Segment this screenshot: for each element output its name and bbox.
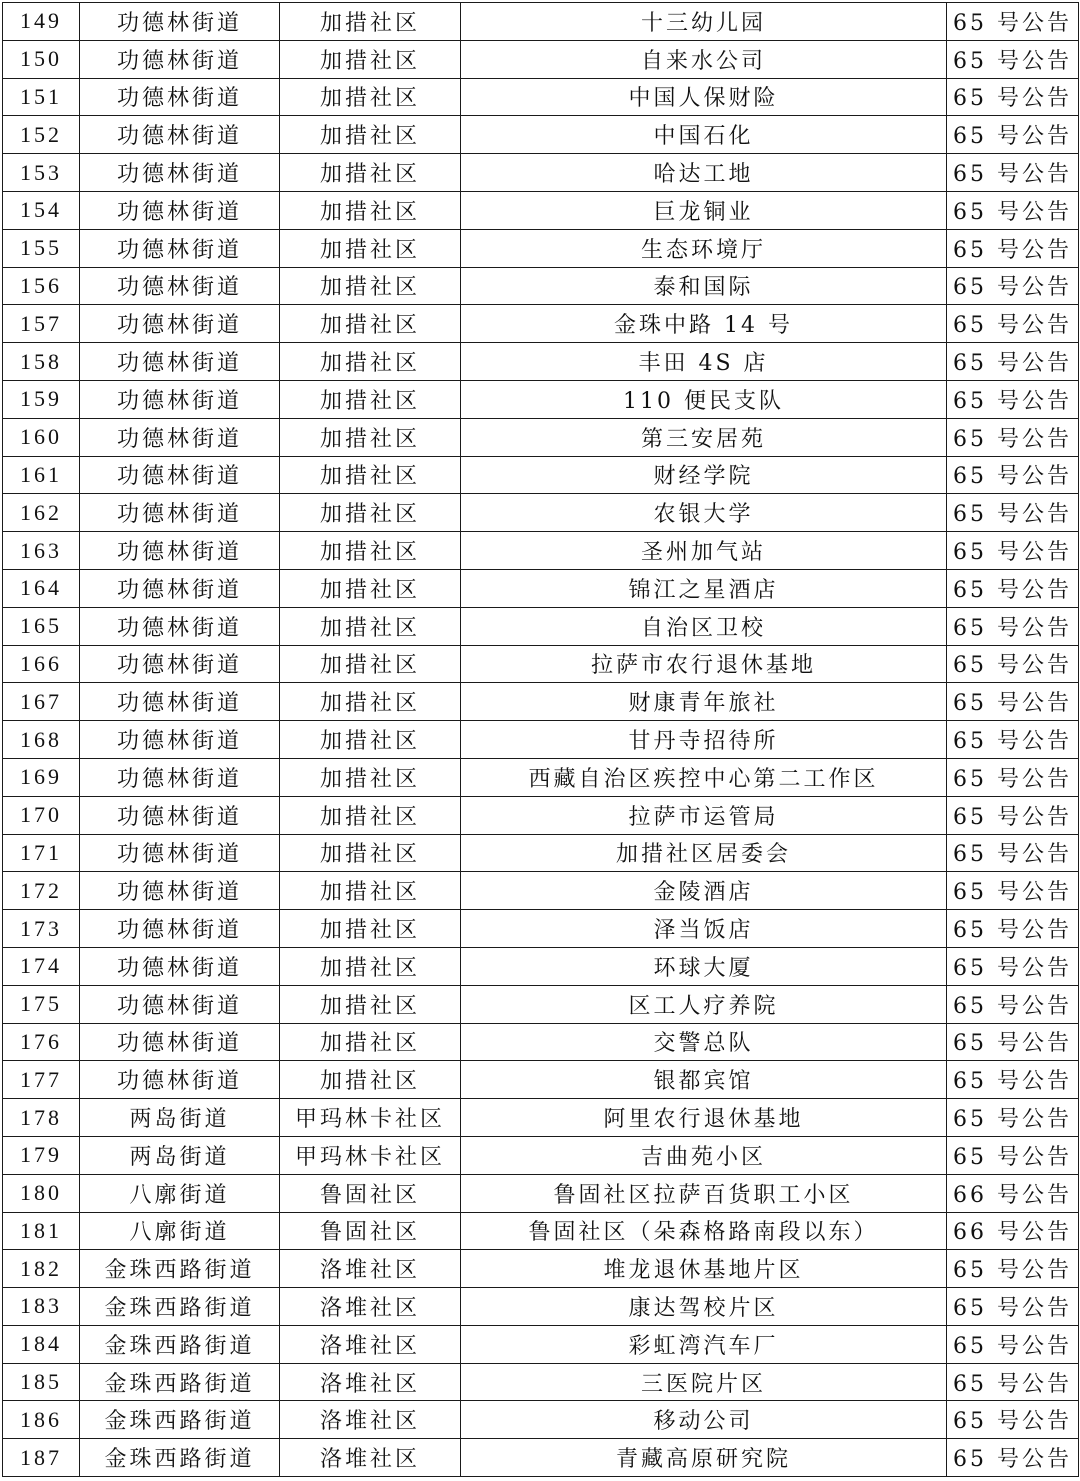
- place-cell: 拉萨市农行退休基地: [461, 645, 947, 683]
- notice-cell: 65 号公告: [947, 494, 1079, 532]
- community-cell: 加措社区: [280, 1023, 461, 1061]
- table-row: [3, 1401, 1079, 1439]
- street-cell: 功德林街道: [80, 267, 280, 305]
- place-cell: 鲁固社区拉萨百货职工小区: [461, 1174, 947, 1212]
- row-number-cell: 175: [3, 985, 80, 1023]
- street-cell: 功德林街道: [80, 721, 280, 759]
- table-row: [3, 1174, 1079, 1212]
- place-cell: 锦江之星酒店: [461, 569, 947, 607]
- notice-cell: 65 号公告: [947, 985, 1079, 1023]
- notice-cell: 65 号公告: [947, 683, 1079, 721]
- place-cell: 鲁固社区（朵森格路南段以东）: [461, 1212, 947, 1250]
- table-row: [3, 494, 1079, 532]
- place-cell: 环球大厦: [461, 947, 947, 985]
- row-number-cell: 183: [3, 1288, 80, 1326]
- street-cell: 功德林街道: [80, 947, 280, 985]
- place-cell: 财康青年旅社: [461, 683, 947, 721]
- table-row: [3, 1136, 1079, 1174]
- row-number-cell: 167: [3, 683, 80, 721]
- community-cell: 洛堆社区: [280, 1401, 461, 1439]
- community-cell: 加措社区: [280, 116, 461, 154]
- street-cell: 功德林街道: [80, 40, 280, 78]
- row-number-cell: 164: [3, 569, 80, 607]
- row-number-cell: 185: [3, 1363, 80, 1401]
- table-row: [3, 569, 1079, 607]
- notice-cell: 65 号公告: [947, 116, 1079, 154]
- table-row: [3, 872, 1079, 910]
- notice-cell: 65 号公告: [947, 1136, 1079, 1174]
- community-cell: 洛堆社区: [280, 1363, 461, 1401]
- notice-cell: 65 号公告: [947, 40, 1079, 78]
- notice-cell: 65 号公告: [947, 380, 1079, 418]
- community-cell: 甲玛林卡社区: [280, 1099, 461, 1137]
- row-number-cell: 150: [3, 40, 80, 78]
- street-cell: 功德林街道: [80, 758, 280, 796]
- place-cell: 金珠中路 14 号: [461, 305, 947, 343]
- place-cell: 自来水公司: [461, 40, 947, 78]
- row-number-cell: 186: [3, 1401, 80, 1439]
- street-cell: 八廓街道: [80, 1174, 280, 1212]
- place-cell: 交警总队: [461, 1023, 947, 1061]
- notice-cell: 66 号公告: [947, 1174, 1079, 1212]
- notice-cell: 65 号公告: [947, 910, 1079, 948]
- street-cell: 金珠西路街道: [80, 1363, 280, 1401]
- notice-cell: 65 号公告: [947, 343, 1079, 381]
- community-cell: 加措社区: [280, 267, 461, 305]
- notice-cell: 65 号公告: [947, 872, 1079, 910]
- row-number-cell: 171: [3, 834, 80, 872]
- street-cell: 功德林街道: [80, 1023, 280, 1061]
- community-cell: 加措社区: [280, 758, 461, 796]
- table-row: [3, 1325, 1079, 1363]
- table-row: [3, 1023, 1079, 1061]
- street-cell: 功德林街道: [80, 380, 280, 418]
- table-row: [3, 910, 1079, 948]
- place-cell: 银都宾馆: [461, 1061, 947, 1099]
- table-row: [3, 456, 1079, 494]
- table-row: [3, 343, 1079, 381]
- street-cell: 功德林街道: [80, 494, 280, 532]
- street-cell: 功德林街道: [80, 834, 280, 872]
- row-number-cell: 151: [3, 78, 80, 116]
- street-cell: 功德林街道: [80, 116, 280, 154]
- street-cell: 功德林街道: [80, 418, 280, 456]
- notice-cell: 65 号公告: [947, 532, 1079, 570]
- notice-cell: 65 号公告: [947, 191, 1079, 229]
- community-cell: 加措社区: [280, 569, 461, 607]
- community-cell: 加措社区: [280, 796, 461, 834]
- street-cell: 金珠西路街道: [80, 1288, 280, 1326]
- row-number-cell: 181: [3, 1212, 80, 1250]
- place-cell: 康达驾校片区: [461, 1288, 947, 1326]
- table-row: [3, 1212, 1079, 1250]
- row-number-cell: 155: [3, 229, 80, 267]
- place-cell: 中国石化: [461, 116, 947, 154]
- table-row: [3, 721, 1079, 759]
- street-cell: 功德林街道: [80, 343, 280, 381]
- street-cell: 功德林街道: [80, 456, 280, 494]
- community-cell: 鲁固社区: [280, 1174, 461, 1212]
- table-row: [3, 532, 1079, 570]
- community-cell: 加措社区: [280, 834, 461, 872]
- table-row: [3, 1363, 1079, 1401]
- table-row: [3, 683, 1079, 721]
- row-number-cell: 179: [3, 1136, 80, 1174]
- row-number-cell: 172: [3, 872, 80, 910]
- row-number-cell: 163: [3, 532, 80, 570]
- table-row: [3, 116, 1079, 154]
- table-row: [3, 607, 1079, 645]
- row-number-cell: 158: [3, 343, 80, 381]
- row-number-cell: 165: [3, 607, 80, 645]
- table-row: [3, 418, 1079, 456]
- row-number-cell: 178: [3, 1099, 80, 1137]
- notice-cell: 65 号公告: [947, 1363, 1079, 1401]
- table-row: [3, 1288, 1079, 1326]
- notice-cell: 65 号公告: [947, 305, 1079, 343]
- street-cell: 功德林街道: [80, 1061, 280, 1099]
- street-cell: 功德林街道: [80, 3, 280, 41]
- street-cell: 功德林街道: [80, 569, 280, 607]
- row-number-cell: 176: [3, 1023, 80, 1061]
- street-cell: 功德林街道: [80, 78, 280, 116]
- place-cell: 哈达工地: [461, 154, 947, 192]
- place-cell: 区工人疗养院: [461, 985, 947, 1023]
- place-cell: 三医院片区: [461, 1363, 947, 1401]
- street-cell: 功德林街道: [80, 645, 280, 683]
- table-row: [3, 305, 1079, 343]
- community-cell: 加措社区: [280, 947, 461, 985]
- place-cell: 彩虹湾汽车厂: [461, 1325, 947, 1363]
- community-cell: 洛堆社区: [280, 1325, 461, 1363]
- row-number-cell: 159: [3, 380, 80, 418]
- place-cell: 阿里农行退休基地: [461, 1099, 947, 1137]
- row-number-cell: 166: [3, 645, 80, 683]
- row-number-cell: 170: [3, 796, 80, 834]
- notice-cell: 65 号公告: [947, 1401, 1079, 1439]
- notice-cell: 65 号公告: [947, 418, 1079, 456]
- place-cell: 青藏高原研究院: [461, 1439, 947, 1477]
- community-cell: 加措社区: [280, 456, 461, 494]
- notice-cell: 65 号公告: [947, 569, 1079, 607]
- table-row: [3, 191, 1079, 229]
- street-cell: 功德林街道: [80, 229, 280, 267]
- community-cell: 加措社区: [280, 721, 461, 759]
- street-cell: 功德林街道: [80, 154, 280, 192]
- row-number-cell: 153: [3, 154, 80, 192]
- community-cell: 加措社区: [280, 343, 461, 381]
- notice-cell: 65 号公告: [947, 456, 1079, 494]
- community-cell: 加措社区: [280, 985, 461, 1023]
- place-cell: 财经学院: [461, 456, 947, 494]
- community-cell: 甲玛林卡社区: [280, 1136, 461, 1174]
- community-cell: 加措社区: [280, 645, 461, 683]
- community-cell: 加措社区: [280, 3, 461, 41]
- notice-cell: 65 号公告: [947, 1023, 1079, 1061]
- notice-cell: 65 号公告: [947, 758, 1079, 796]
- community-cell: 洛堆社区: [280, 1250, 461, 1288]
- notice-cell: 65 号公告: [947, 1061, 1079, 1099]
- notice-cell: 65 号公告: [947, 1288, 1079, 1326]
- row-number-cell: 173: [3, 910, 80, 948]
- community-cell: 鲁固社区: [280, 1212, 461, 1250]
- table-row: [3, 947, 1079, 985]
- table-row: [3, 3, 1079, 41]
- community-cell: 加措社区: [280, 1061, 461, 1099]
- street-cell: 功德林街道: [80, 872, 280, 910]
- row-number-cell: 182: [3, 1250, 80, 1288]
- community-cell: 加措社区: [280, 872, 461, 910]
- notice-cell: 65 号公告: [947, 645, 1079, 683]
- row-number-cell: 154: [3, 191, 80, 229]
- street-cell: 功德林街道: [80, 796, 280, 834]
- place-cell: 堆龙退休基地片区: [461, 1250, 947, 1288]
- community-cell: 加措社区: [280, 418, 461, 456]
- street-cell: 功德林街道: [80, 910, 280, 948]
- place-cell: 加措社区居委会: [461, 834, 947, 872]
- place-cell: 十三幼儿园: [461, 3, 947, 41]
- place-cell: 移动公司: [461, 1401, 947, 1439]
- place-cell: 中国人保财险: [461, 78, 947, 116]
- place-cell: 丰田 4S 店: [461, 343, 947, 381]
- table-row: [3, 154, 1079, 192]
- community-cell: 加措社区: [280, 154, 461, 192]
- community-cell: 加措社区: [280, 305, 461, 343]
- notice-cell: 65 号公告: [947, 154, 1079, 192]
- row-number-cell: 160: [3, 418, 80, 456]
- row-number-cell: 157: [3, 305, 80, 343]
- community-cell: 加措社区: [280, 607, 461, 645]
- place-cell: 第三安居苑: [461, 418, 947, 456]
- notice-cell: 65 号公告: [947, 78, 1079, 116]
- row-number-cell: 156: [3, 267, 80, 305]
- place-cell: 110 便民支队: [461, 380, 947, 418]
- table-body: [3, 3, 1079, 1477]
- place-cell: 拉萨市运管局: [461, 796, 947, 834]
- table-row: [3, 78, 1079, 116]
- notice-cell: 65 号公告: [947, 267, 1079, 305]
- notice-cell: 65 号公告: [947, 607, 1079, 645]
- notice-cell: 65 号公告: [947, 1099, 1079, 1137]
- notice-cell: 65 号公告: [947, 796, 1079, 834]
- street-cell: 两岛街道: [80, 1136, 280, 1174]
- street-cell: 功德林街道: [80, 191, 280, 229]
- community-cell: 加措社区: [280, 229, 461, 267]
- community-cell: 加措社区: [280, 380, 461, 418]
- community-cell: 洛堆社区: [280, 1288, 461, 1326]
- place-cell: 吉曲苑小区: [461, 1136, 947, 1174]
- notice-cell: 66 号公告: [947, 1212, 1079, 1250]
- place-cell: 甘丹寺招待所: [461, 721, 947, 759]
- street-cell: 两岛街道: [80, 1099, 280, 1137]
- row-number-cell: 168: [3, 721, 80, 759]
- community-cell: 加措社区: [280, 78, 461, 116]
- street-cell: 功德林街道: [80, 305, 280, 343]
- community-cell: 加措社区: [280, 910, 461, 948]
- row-number-cell: 152: [3, 116, 80, 154]
- table-row: [3, 229, 1079, 267]
- table-row: [3, 380, 1079, 418]
- row-number-cell: 180: [3, 1174, 80, 1212]
- notice-cell: 65 号公告: [947, 1325, 1079, 1363]
- street-cell: 金珠西路街道: [80, 1401, 280, 1439]
- row-number-cell: 187: [3, 1439, 80, 1477]
- street-cell: 功德林街道: [80, 607, 280, 645]
- row-number-cell: 149: [3, 3, 80, 41]
- community-cell: 加措社区: [280, 683, 461, 721]
- table-row: [3, 645, 1079, 683]
- street-cell: 功德林街道: [80, 683, 280, 721]
- street-cell: 功德林街道: [80, 985, 280, 1023]
- place-cell: 圣州加气站: [461, 532, 947, 570]
- notice-cell: 65 号公告: [947, 229, 1079, 267]
- place-cell: 泰和国际: [461, 267, 947, 305]
- notice-cell: 65 号公告: [947, 834, 1079, 872]
- area-list-table: [2, 2, 1079, 1477]
- notice-cell: 65 号公告: [947, 1439, 1079, 1477]
- notice-cell: 65 号公告: [947, 1250, 1079, 1288]
- table-row: [3, 1099, 1079, 1137]
- place-cell: 金陵酒店: [461, 872, 947, 910]
- community-cell: 加措社区: [280, 494, 461, 532]
- row-number-cell: 162: [3, 494, 80, 532]
- street-cell: 八廓街道: [80, 1212, 280, 1250]
- table-row: [3, 40, 1079, 78]
- place-cell: 自治区卫校: [461, 607, 947, 645]
- place-cell: 泽当饭店: [461, 910, 947, 948]
- community-cell: 加措社区: [280, 532, 461, 570]
- street-cell: 金珠西路街道: [80, 1250, 280, 1288]
- row-number-cell: 174: [3, 947, 80, 985]
- street-cell: 功德林街道: [80, 532, 280, 570]
- street-cell: 金珠西路街道: [80, 1439, 280, 1477]
- table-row: [3, 834, 1079, 872]
- community-cell: 洛堆社区: [280, 1439, 461, 1477]
- table-row: [3, 267, 1079, 305]
- row-number-cell: 169: [3, 758, 80, 796]
- table-row: [3, 758, 1079, 796]
- notice-cell: 65 号公告: [947, 947, 1079, 985]
- place-cell: 巨龙铜业: [461, 191, 947, 229]
- row-number-cell: 161: [3, 456, 80, 494]
- community-cell: 加措社区: [280, 191, 461, 229]
- place-cell: 生态环境厅: [461, 229, 947, 267]
- table-row: [3, 1061, 1079, 1099]
- table-row: [3, 1439, 1079, 1477]
- row-number-cell: 177: [3, 1061, 80, 1099]
- notice-cell: 65 号公告: [947, 721, 1079, 759]
- community-cell: 加措社区: [280, 40, 461, 78]
- table-row: [3, 796, 1079, 834]
- place-cell: 农银大学: [461, 494, 947, 532]
- notice-cell: 65 号公告: [947, 3, 1079, 41]
- row-number-cell: 184: [3, 1325, 80, 1363]
- table-row: [3, 985, 1079, 1023]
- place-cell: 西藏自治区疾控中心第二工作区: [461, 758, 947, 796]
- table-row: [3, 1250, 1079, 1288]
- street-cell: 金珠西路街道: [80, 1325, 280, 1363]
